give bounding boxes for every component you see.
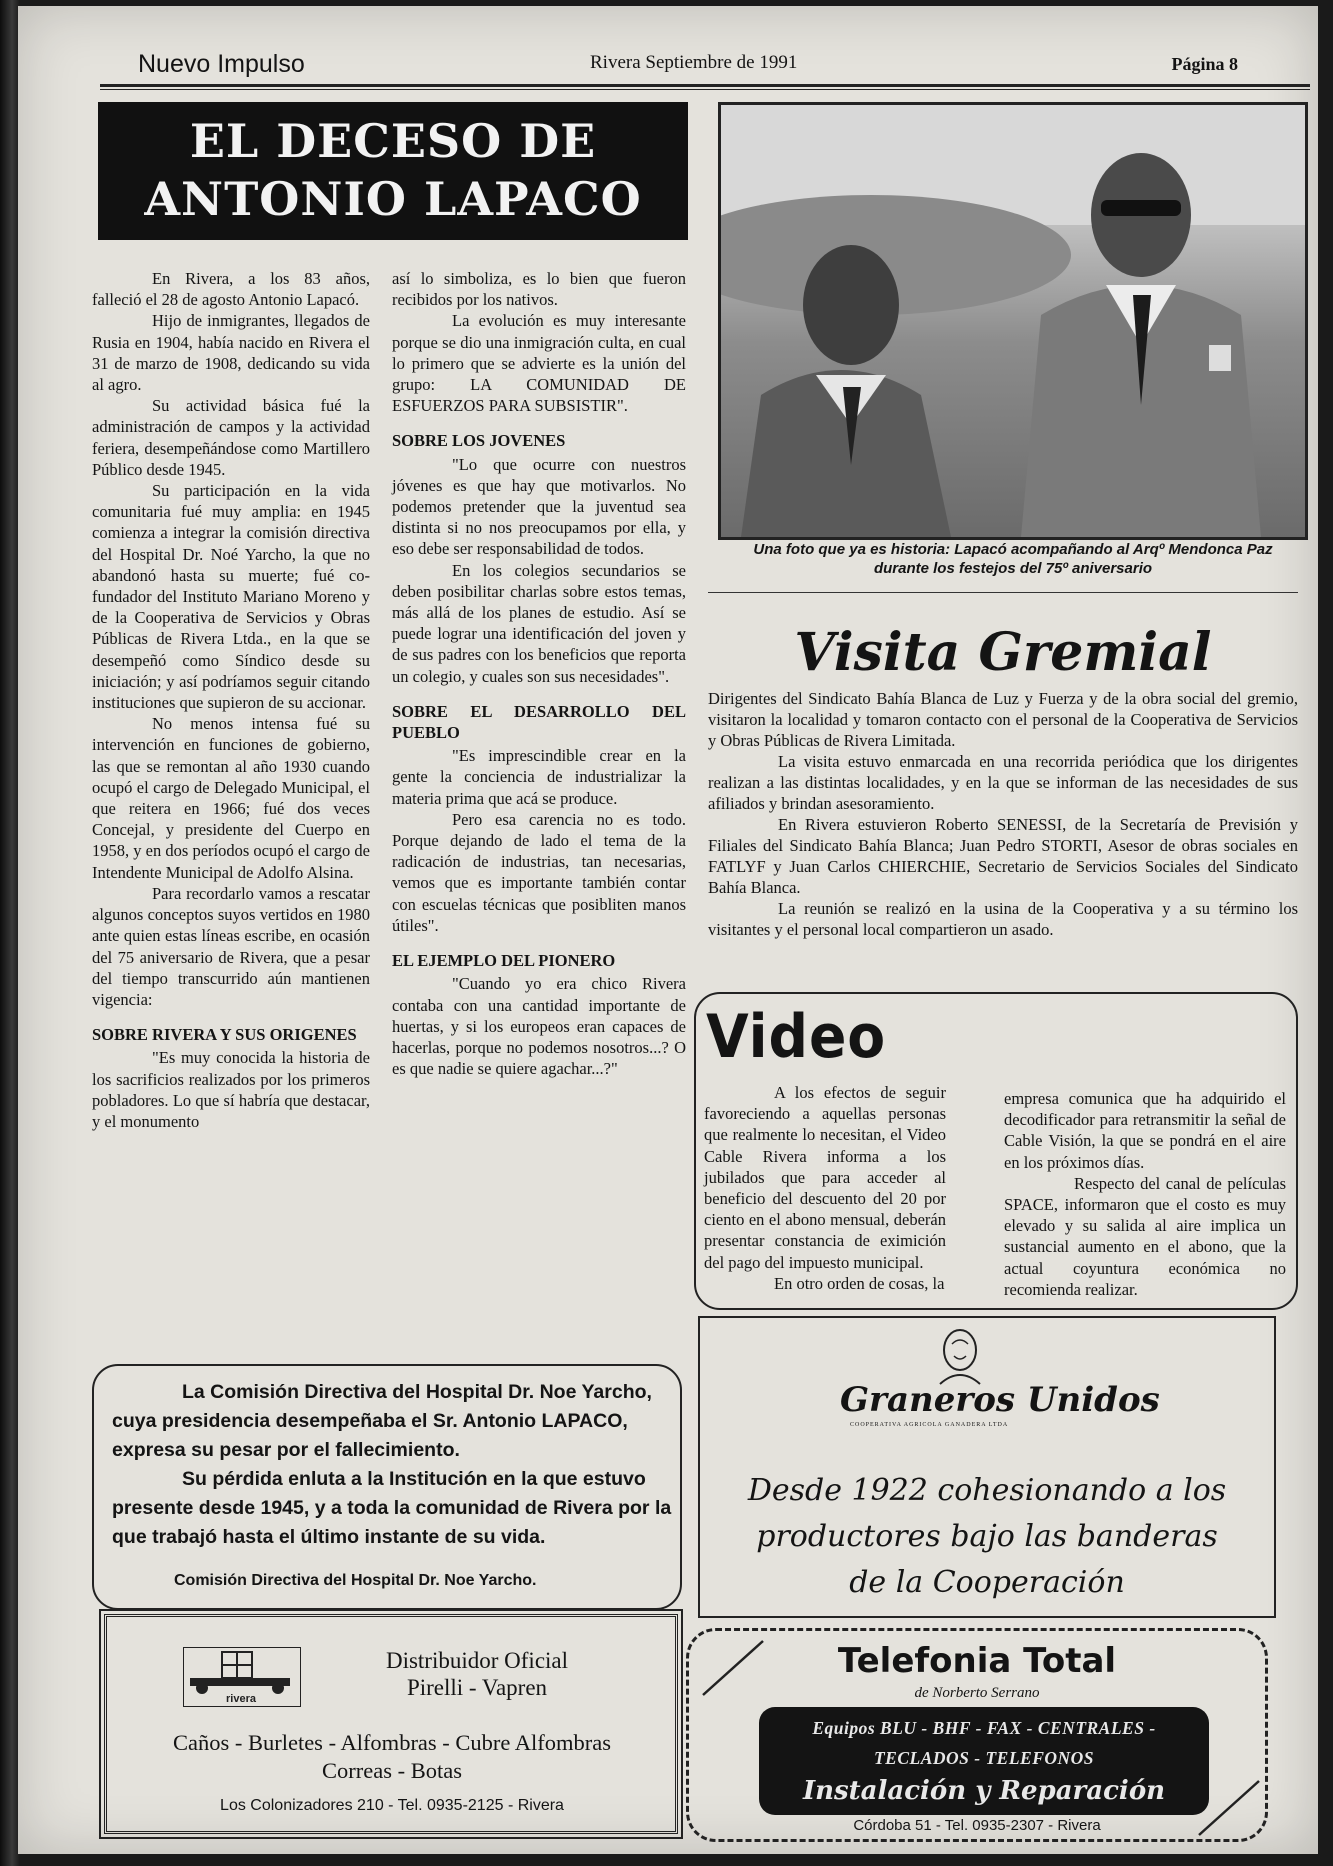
section-divider bbox=[708, 592, 1298, 593]
section-heading: SOBRE RIVERA Y SUS ORIGENES bbox=[92, 1025, 357, 1045]
paragraph: Dirigentes del Sindicato Bahía Blanca de Luz y Fuerza y de la obra social del gremio, visitaron la localidad y tomaron contacto con el personal de la Cooperativa de Servicios y Obras Públicas de Rivera Limitada. bbox=[708, 689, 1298, 750]
telefonia-address: Córdoba 51 - Tel. 0935-2307 - Rivera bbox=[853, 1817, 1101, 1834]
pirelli-address: Los Colonizadores 210 - Tel. 0935-2125 - Rivera bbox=[220, 1797, 564, 1814]
logo-text: rivera bbox=[226, 1693, 256, 1705]
paragraph: así lo simboliza, es lo bien que fueron recibidos por los nativos. bbox=[392, 269, 686, 310]
services-line-2: TECLADOS - TELEFONOS bbox=[873, 1748, 1095, 1768]
publication-name: Nuevo Impulso bbox=[138, 50, 305, 78]
paragraph: empresa comunica que ha adquirido el decodificador para retransmitir la señal de Cable Visión, la que se pondrá en el aire en los próximos días. bbox=[1004, 1089, 1286, 1172]
pirelli-distributor-ad bbox=[104, 1614, 678, 1834]
book-spine bbox=[0, 0, 20, 1866]
caption-line-1: Una foto que ya es historia: Lapacó acompañando al Arqº Mendonca Paz bbox=[753, 541, 1273, 558]
telefonia-services-panel bbox=[759, 1707, 1209, 1815]
bust-logo-icon bbox=[930, 1326, 990, 1386]
paragraph: Hijo de inmigrantes, llegados de Rusia en 1904, había nacido en Rivera el 31 de marzo de 1908, dedicando su vida al agro. bbox=[92, 311, 370, 395]
paragraph: A los efectos de seguir favoreciendo a aquellas personas que realmente lo necesitan, el Video Cable Rivera informa a los jubilados que para acceder al beneficio del descuento del 20 por ciento en el abono mensual, deberán presentar constancia de eximición del pago del impuesto municipal. bbox=[704, 1083, 946, 1272]
photo-illustration bbox=[721, 105, 1305, 537]
telefonia-owner: de Norberto Serrano bbox=[914, 1685, 1040, 1701]
page-number: Página 8 bbox=[1171, 54, 1238, 74]
truck-logo-icon bbox=[183, 1647, 301, 1707]
headline-line-1: EL DECESO DE bbox=[189, 114, 597, 168]
paragraph: La visita estuvo enmarcada en una recorrida periódica que los dirigentes realizan a las distintas localidades, y en la que se informan de las necesidades de sus afiliados y brindan asesoramiento. bbox=[708, 752, 1298, 813]
paragraph: La evolución es muy interesante porque se dio una inmigración culta, en cual lo primero que se advierte es la unión del grupo: LA COMUNIDAD DE ESFUERZOS PARA SUBSISTIR". bbox=[392, 311, 686, 416]
caption-line-2: durante los festejos del 75º aniversario bbox=[873, 560, 1153, 577]
dist-line-2: Pirelli - Vapren bbox=[406, 1675, 548, 1700]
historic-photo bbox=[718, 102, 1308, 540]
headline-line-2: ANTONIO LAPACO bbox=[144, 172, 642, 226]
article-column-1 bbox=[92, 268, 370, 1132]
photo-caption bbox=[718, 540, 1308, 578]
article-column-2 bbox=[392, 268, 686, 1079]
hospital-signature: Comisión Directiva del Hospital Dr. Noe Yarcho. bbox=[174, 1572, 537, 1589]
paragraph: La reunión se realizó en la usina de la Cooperativa y a su término los visitantes y el personal local compartieron un asado. bbox=[708, 899, 1298, 939]
video-column-1 bbox=[704, 1082, 946, 1294]
items-line-1: Caños - Burletes - Alfombras - Cubre Alfombras bbox=[172, 1730, 612, 1755]
section-heading: EL EJEMPLO DEL PIONERO bbox=[392, 951, 616, 971]
paragraph: Su actividad básica fué la administración de campos y la actividad feriera, desempeñándose como Martillero Público desde 1945. bbox=[92, 396, 370, 479]
paragraph: No menos intensa fué su intervención en funciones de gobierno, las que se remontan al año 1930 cuando ocupó el cargo de Delegado Municipal, el que reitera en 1966; fué dos veces Concejal, y presidente del Cuerpo en 1958, y en dos períodos ocupó el cargo de Intendente Municipal de Adolfo Alsina. bbox=[92, 714, 370, 882]
paragraph: Su pérdida enluta a la Institución en la que estuvo presente desde 1945, y a toda la comunidad de Rivera por la que trabajó hasta el último instante de su vida. bbox=[112, 1468, 672, 1548]
telefonia-title: Telefonia Total bbox=[837, 1641, 1117, 1681]
graneros-unidos-ad bbox=[698, 1316, 1276, 1618]
video-column-2 bbox=[1004, 1088, 1286, 1300]
hospital-notice-text bbox=[112, 1378, 672, 1552]
paragraph: En los colegios secundarios se deben posibilitar charlas sobre estos temas, más allá de los planes de estudio. Así se puede lograr una identificación del joven y de sus padres con los beneficios que reporta un colegio, y cuales son sus necesidades". bbox=[392, 560, 686, 686]
dist-line-1: Distribuidor Oficial bbox=[385, 1648, 569, 1673]
install-repair-label: Instalación y Reparación bbox=[802, 1776, 1166, 1806]
header-rule bbox=[100, 84, 1310, 90]
product-list bbox=[107, 1729, 677, 1785]
paragraph: Su participación en la vida comunitaria fué muy amplia: en 1945 comienza a integrar la comisión directiva del Hospital Dr. Noé Yarcho, la que no abandonó hasta su muerte; fué co-fundador del Instituto Mariano Moreno y de la Cooperativa de Servicios y Obras Públicas de Rivera Ltda., en la que se desempeñó como Síndico desde su iniciación; y así podríamos seguir citando instituciones que supieron de su accionar. bbox=[92, 481, 370, 713]
paragraph: "Cuando yo era chico Rivera contaba con una cantidad importante de huertas, y si los europeos eran capaces de hacerlas, porque no podemos nosotros...? O es que nadie se quiere agachar...?" bbox=[392, 974, 686, 1079]
slogan-line-2: productores bajo las banderas bbox=[756, 1519, 1218, 1554]
services-list bbox=[759, 1707, 1209, 1773]
distributor-label bbox=[357, 1647, 597, 1701]
paragraph: Pero esa carencia no es todo. Porque dejando de lado el tema de la radicación de industrias, tan necesarias, vemos que es importante también contar con escuelas técnicas que posibliten manos útiles". bbox=[392, 809, 686, 935]
slogan-line-1: Desde 1922 cohesionando a los bbox=[747, 1473, 1227, 1508]
section-heading: SOBRE EL DESARROLLO DEL PUEBLO bbox=[392, 701, 686, 743]
issue-date: Rivera Septiembre de 1991 bbox=[590, 52, 798, 73]
paragraph: "Es imprescindible crear en la gente la conciencia de industrializar la materia prima que acá se produce. bbox=[392, 746, 686, 808]
section-heading: SOBRE LOS JOVENES bbox=[392, 431, 566, 451]
services-line-1: Equipos BLU - BHF - FAX - CENTRALES - bbox=[812, 1718, 1156, 1738]
items-line-2: Correas - Botas bbox=[322, 1758, 462, 1783]
telefonia-total-ad bbox=[686, 1628, 1268, 1842]
newspaper-page bbox=[18, 6, 1318, 1854]
masthead bbox=[118, 46, 1248, 86]
article-headline bbox=[98, 102, 688, 240]
paragraph: La Comisión Directiva del Hospital Dr. Noe Yarcho, cuya presidencia desempeñaba el Sr. Antonio LAPACO, expresa su pesar por el fallecimiento. bbox=[112, 1381, 652, 1461]
paragraph: Respecto del canal de películas SPACE, informaron que el costo es muy elevado y su salida al aire implica un sustancial aumento en el abono, que la actual coyuntura económica no recomienda realizar. bbox=[1004, 1173, 1286, 1299]
visita-body bbox=[708, 688, 1298, 940]
graneros-slogan bbox=[700, 1468, 1274, 1606]
paragraph: "Lo que ocurre con nuestros jóvenes es que hay que motivarlos. No podemos pretender que la juventud sea distinta si no nos preocupamos por ella, y eso debe ser responsabilidad de todos. bbox=[392, 454, 686, 559]
hospital-notice bbox=[92, 1364, 682, 1610]
video-title: Video bbox=[706, 1002, 887, 1072]
visita-title: Visita Gremial bbox=[794, 622, 1212, 683]
paragraph: En Rivera, a los 83 años, falleció el 28 de agosto Antonio Lapacó. bbox=[92, 269, 370, 310]
graneros-logo-subtitle: COOPERATIVA AGRICOLA GANADERA LTDA bbox=[850, 1422, 1009, 1428]
paragraph: En otro orden de cosas, la bbox=[774, 1273, 945, 1293]
paragraph: Para recordarlo vamos a rescatar algunos conceptos suyos vertidos en 1980 ante quien estas líneas escribe, en ocasión del 75 aniversario de Rivera, que a pesar del tiempo transcurrido aún mantienen vigencia: bbox=[92, 883, 370, 1009]
graneros-logo-text: Graneros Unidos bbox=[840, 1380, 1160, 1420]
paragraph: En Rivera estuvieron Roberto SENESSI, de la Secretaría de Previsión y Filiales del Sindicato Bahía Blanca; Juan Pedro STORTI, Asesor de obras sociales en FATLYF y Juan Carlos CHIERCHIE, Secretario de Servicios Sociales del Sindicato Bahía Blanca. bbox=[708, 815, 1298, 897]
paragraph: "Es muy conocida la historia de los sacrificios realizados por los primeros pobladores. Lo que sí habría que destacar, y el monumento bbox=[92, 1048, 370, 1131]
video-box bbox=[694, 992, 1298, 1310]
slogan-line-3: de la Cooperación bbox=[849, 1565, 1125, 1600]
